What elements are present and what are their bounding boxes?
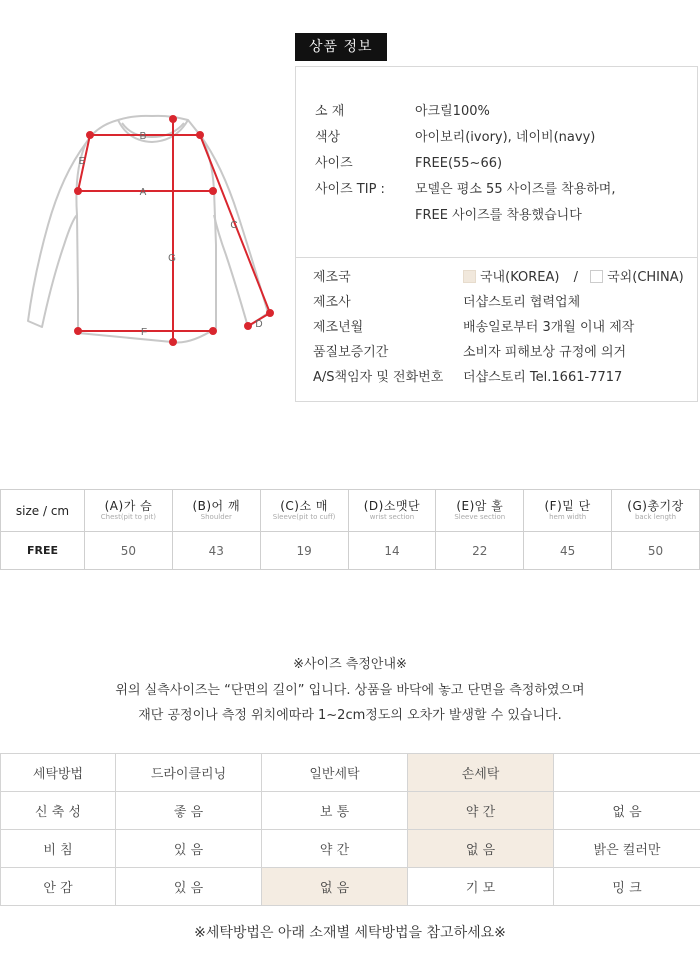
size-notice-title: ※사이즈 측정안내※ (293, 657, 407, 672)
size-name: FREE (1, 532, 85, 570)
china-label: 국외(CHINA) (607, 270, 684, 285)
wash-cell: 약 간 (262, 830, 408, 868)
wash-row (1, 868, 700, 906)
wash-cell: 좋 음 (116, 792, 262, 830)
wash-cell-selected: 없 음 (262, 868, 408, 906)
product-info-tag: 상품 정보 (295, 33, 387, 61)
washing-info-table (0, 753, 700, 906)
label-f: F (140, 327, 148, 338)
column-sub: hem width (549, 512, 587, 521)
size-column-header (524, 490, 612, 532)
size-value: 22 (436, 532, 524, 570)
wash-row (1, 792, 700, 830)
size-table-header (1, 490, 700, 532)
wash-cell: 밍 크 (554, 868, 700, 906)
wash-cell: 밝은 컬러만 (554, 830, 700, 868)
origin-options (463, 269, 684, 287)
size-column-header (612, 490, 700, 532)
size-table (0, 489, 700, 570)
size-value: 14 (348, 532, 436, 570)
korea-label: 국내(KOREA) (480, 270, 560, 285)
origin-key: 제조국 (313, 270, 351, 285)
column-sub: Shoulder (200, 512, 232, 521)
size-value: 50 (85, 532, 173, 570)
column-name: (C)소 매 (280, 498, 328, 513)
manufacture-key: 제조년월 (313, 320, 364, 335)
wash-row-label: 안 감 (1, 868, 116, 906)
spec-key: 소 재 (315, 104, 345, 119)
column-name: (G)총기장 (627, 498, 684, 513)
manufacture-key: 제조사 (313, 295, 351, 310)
label-a: A (139, 187, 147, 198)
manufacture-value: 더샵스토리 Tel.1661-7717 (463, 370, 623, 385)
size-value: 50 (612, 532, 700, 570)
wash-cell (554, 754, 700, 792)
wash-cell: 기 모 (408, 868, 554, 906)
wash-cell: 보 통 (262, 792, 408, 830)
product-info-box (295, 66, 698, 402)
wash-cell-selected: 없 음 (408, 830, 554, 868)
size-value: 19 (260, 532, 348, 570)
label-g: G (168, 253, 176, 264)
size-notice-line2: 재단 공정이나 측정 위치에따라 1~2cm정도의 오차가 발생할 수 있습니다. (138, 708, 562, 723)
label-b: B (139, 131, 147, 142)
manufacture-value: 배송일로부터 3개월 이내 제작 (463, 320, 635, 335)
column-sub: Sleeve section (454, 512, 506, 521)
column-sub: Sleeve(pit to cuff) (272, 512, 336, 521)
column-sub: back length (634, 512, 677, 521)
washing-footer-note: ※세탁방법은 아래 소재별 세탁방법을 참고하세요※ (194, 925, 506, 941)
size-column-header (260, 490, 348, 532)
label-e: E (78, 156, 86, 167)
size-notice-line1: 위의 실측사이즈는 “단면의 길이” 입니다. 상품을 바닥에 놓고 단면을 측정하였으며 (115, 683, 585, 698)
column-sub: Chest(pit to pit) (100, 512, 157, 521)
wash-cell-selected: 손세탁 (408, 754, 554, 792)
size-column-header (348, 490, 436, 532)
spec-value: 모델은 평소 55 사이즈를 착용하며, (415, 182, 616, 197)
manufacture-value: 더샵스토리 협력업체 (463, 295, 581, 310)
column-name: (D)소맷단 (363, 498, 421, 513)
wash-row-label: 신 축 성 (1, 792, 116, 830)
column-name: (F)밑 단 (544, 498, 591, 513)
wash-cell: 드라이클리닝 (116, 754, 262, 792)
spec-value: 아크릴100% (415, 104, 490, 119)
spec-value: FREE 사이즈를 착용했습니다 (415, 208, 582, 223)
wash-cell: 있 음 (116, 868, 262, 906)
size-column-header (172, 490, 260, 532)
wash-cell: 없 음 (554, 792, 700, 830)
wash-row-label: 비 침 (1, 830, 116, 868)
size-value: 45 (524, 532, 612, 570)
wash-row (1, 830, 700, 868)
manufacture-value: 소비자 피해보상 규정에 의거 (463, 345, 627, 360)
spec-key: 색상 (315, 130, 341, 145)
size-table-row (1, 532, 700, 570)
spec-value: 아이보리(ivory), 네이비(navy) (415, 130, 596, 145)
column-name: (A)가 슴 (104, 498, 153, 513)
label-d: D (255, 319, 263, 330)
column-sub: wrist section (369, 512, 415, 521)
size-value: 43 (172, 532, 260, 570)
spec-value: FREE(55~66) (415, 156, 503, 171)
wash-row (1, 754, 700, 792)
wash-cell-selected: 약 간 (408, 792, 554, 830)
origin-separator: / (573, 270, 578, 285)
info-divider (296, 257, 697, 258)
column-name: (B)어 깨 (192, 498, 241, 513)
spec-key: 사이즈 (315, 156, 353, 171)
column-name: (E)암 홀 (456, 498, 504, 513)
label-c: C (230, 220, 238, 231)
manufacture-key: A/S책임자 및 전화번호 (313, 370, 444, 385)
size-column-header (85, 490, 173, 532)
wash-cell: 있 음 (116, 830, 262, 868)
size-unit-label: size / cm (1, 490, 85, 532)
garment-measurement-diagram (0, 95, 290, 365)
wash-row-label: 세탁방법 (1, 754, 116, 792)
size-column-header (436, 490, 524, 532)
spec-key: 사이즈 TIP : (315, 182, 385, 197)
china-checkbox (590, 270, 603, 283)
wash-cell: 일반세탁 (262, 754, 408, 792)
korea-checkbox (463, 270, 476, 283)
manufacture-key: 품질보증기간 (313, 345, 389, 360)
